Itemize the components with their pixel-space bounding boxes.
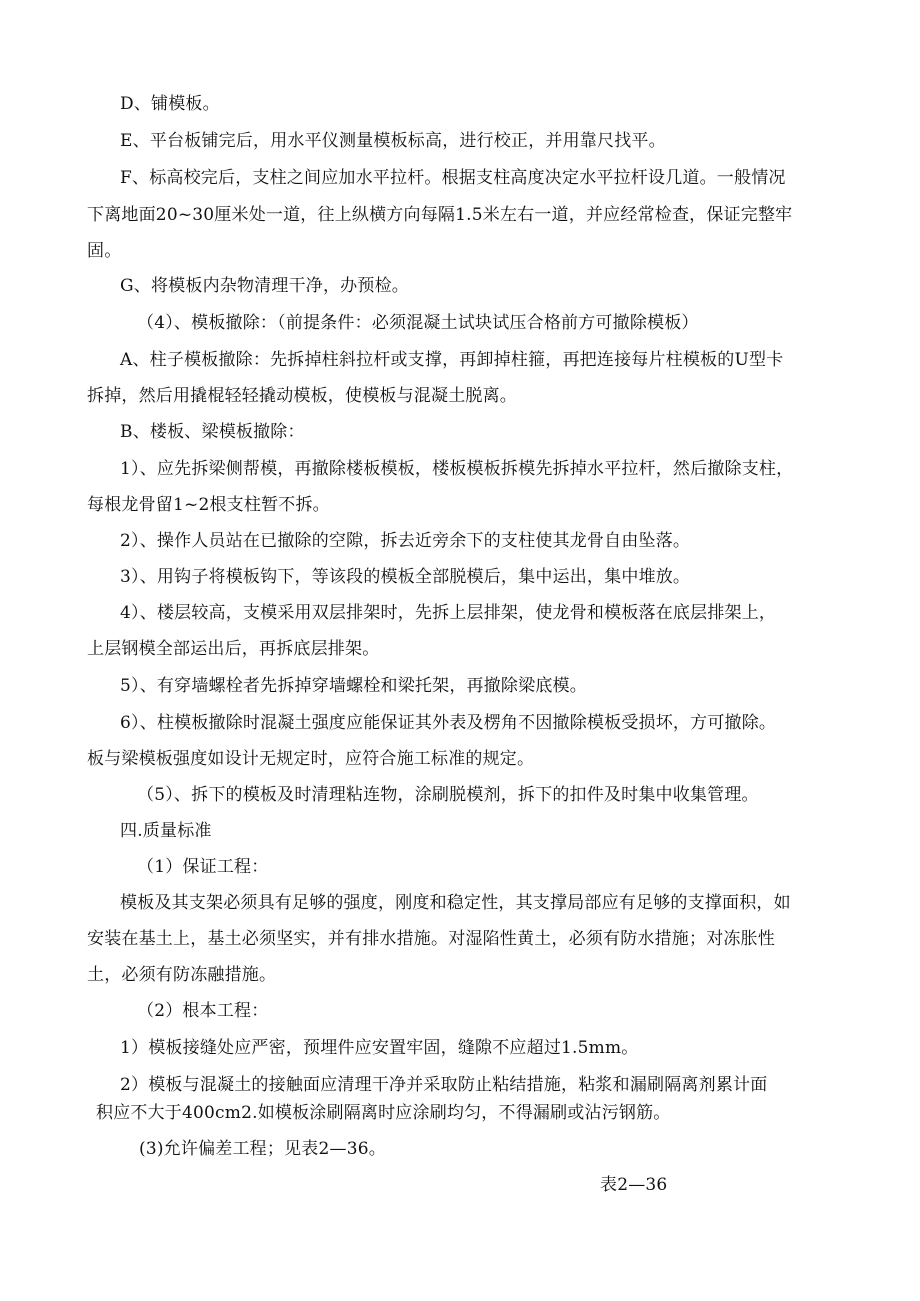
text-line: 积应不大于400cm2.如模板涂刷隔离时应涂刷均匀，不得漏刷或沾污钢筋。 [96, 1103, 671, 1123]
text-line: 上层钢模全部运出后，再拆底层排架。 [87, 639, 380, 659]
table-caption: 表2—36 [600, 1175, 668, 1195]
section-heading: （2）根本工程： [137, 1001, 269, 1021]
text-line: 1）模板接缝处应严密，预埋件应安置牢固，缝隙不应超过1.5mm。 [120, 1038, 639, 1058]
text-line: 2）模板与混凝土的接触面应清理干净并采取防止粘结措施，粘浆和漏刷隔离剂累计面 [120, 1075, 768, 1095]
text-line: 3）、用钩子将模板钩下，等该段的模板全部脱模后，集中运出，集中堆放。 [120, 567, 691, 587]
text-line: 5）、有穿墙螺栓者先拆掉穿墙螺栓和梁托架，再撤除梁底模。 [120, 676, 587, 696]
text-line: A、柱子模板撤除：先拆掉柱斜拉杆或支撑，再卸掉柱箍，再把连接每片柱模板的U型卡 [120, 350, 784, 370]
section-heading: (3)允许偏差工程；见表2—36。 [139, 1139, 386, 1159]
text-line: 6）、柱模板撤除时混凝土强度应能保证其外表及楞角不因撤除模板受损坏，方可撤除。 [120, 713, 777, 733]
text-line: B、楼板、梁模板撤除： [120, 422, 305, 442]
section-heading: （4）、模板撤除：（前提条件：必须混凝土试块试压合格前方可撤除模板） [137, 313, 699, 333]
text-line: 4）、楼层较高，支模采用双层排架时，先拆上层排架，使龙骨和模板落在底层排架上， [120, 603, 777, 623]
text-line: 下离地面20~30厘米处一道，往上纵横方向每隔1.5米左右一道，并应经常检查，保证完整牢 [87, 205, 793, 225]
section-heading: （1）保证工程： [137, 857, 269, 877]
text-line: 安装在基土上，基土必须坚实，并有排水措施。对湿陷性黄土，必须有防水措施；对冻胀性 [87, 929, 775, 949]
text-line: G、将模板内杂物清理干净，办预检。 [120, 276, 409, 296]
text-line: 1）、应先拆梁侧帮模，再撤除楼板模板，楼板模板拆模先拆掉水平拉杆，然后撤除支柱， [120, 459, 794, 479]
text-line: 2）、操作人员站在已撤除的空隙，拆去近旁余下的支柱使其龙骨自由坠落。 [120, 531, 691, 551]
text-line: 板与梁模板强度如设计无规定时，应符合施工标准的规定。 [87, 749, 535, 769]
text-line: 每根龙骨留1~2根支柱暂不拆。 [87, 495, 330, 515]
text-line: F、标高校完后，支柱之间应加水平拉杆。根据支柱高度决定水平拉杆设几道。一般情况 [120, 168, 786, 188]
text-line: 土，必须有防冻融措施。 [87, 965, 277, 985]
text-line: E、平台板铺完后，用水平仪测量模板标高，进行校正，并用靠尺找平。 [120, 131, 666, 151]
text-line: 模板及其支架必须具有足够的强度，刚度和稳定性，其支撑局部应有足够的支撑面积，如 [120, 893, 791, 913]
text-line: D、铺模板。 [120, 94, 220, 114]
section-heading: 四.质量标准 [120, 821, 212, 841]
section-heading: （5）、拆下的模板及时清理粘连物，涂刷脱模剂，拆下的扣件及时集中收集管理。 [137, 785, 759, 805]
text-line: 拆掉，然后用撬棍轻轻撬动模板，使模板与混凝土脱离。 [87, 386, 517, 406]
text-line: 固。 [87, 241, 122, 261]
